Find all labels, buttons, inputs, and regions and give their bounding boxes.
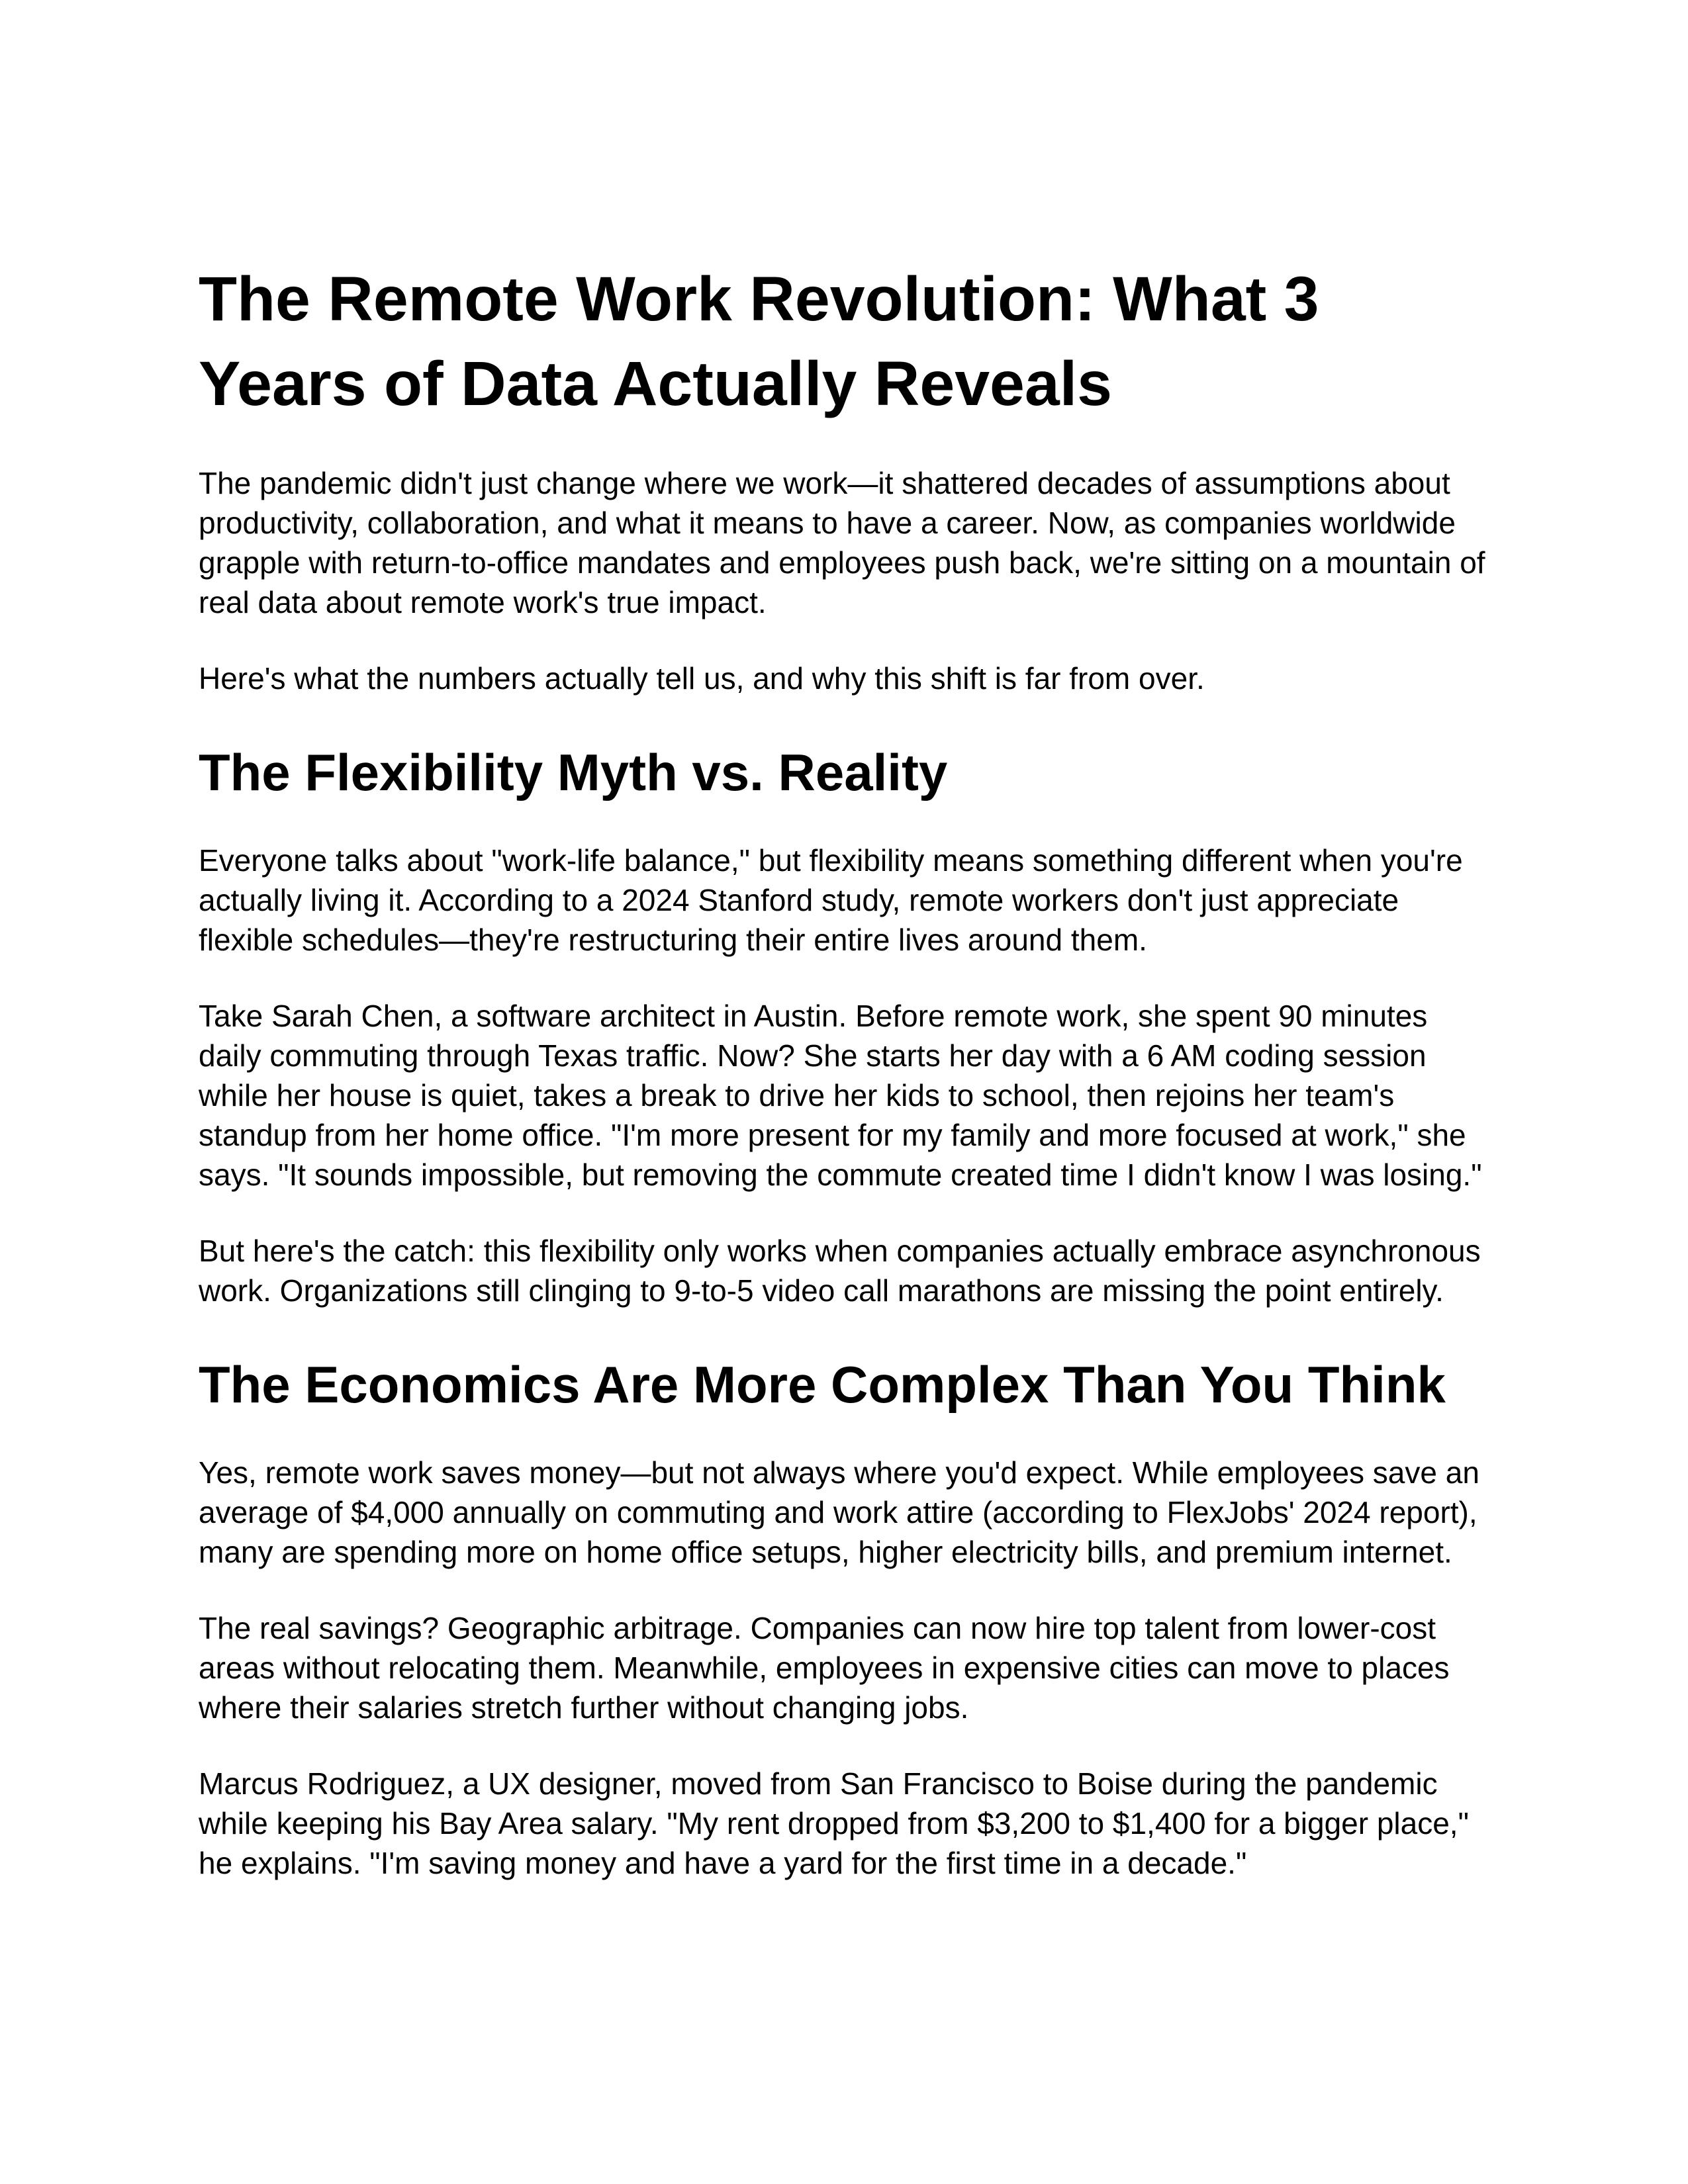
flexibility-paragraph-1: Everyone talks about "work-life balance," but flexibility means something different when you're actually living it. According to a 2024 Stanford study, remote workers don't just appreciate flexible schedules—they're restructuring their entire lives around them. [199, 843, 1463, 957]
flexibility-paragraph-2: Take Sarah Chen, a software architect in Austin. Before remote work, she spent 90 minutes daily commuting through Texas traffic. Now? She starts her day with a 6 AM coding session while her house is quiet, takes a break to drive her kids to school, then rejoins her team's standup from her home office. "I'm more present for my family and more focused at work," she says. "It sounds impossible, but removing the commute created time I didn't know I was losing." [199, 999, 1482, 1192]
intro-paragraph-2: Here's what the numbers actually tell us, and why this shift is far from over. [199, 661, 1205, 696]
section-heading-economics: The Economics Are More Complex Than You Think [199, 1355, 1446, 1414]
intro-paragraph-1: The pandemic didn't just change where we work—it shattered decades of assumptions about productivity, collaboration, and what it means to have a career. Now, as companies worldwide grapple with return-to-office mandates and employees push back, we're sitting on a mountain of real data about remote work's true impact. [199, 466, 1485, 619]
economics-paragraph-3: Marcus Rodriguez, a UX designer, moved from San Francisco to Boise during the pandemic while keeping his Bay Area salary. "My rent dropped from $3,200 to $1,400 for a bigger place," he explains. "I'm saving money and have a yard for the first time in a decade." [199, 1766, 1469, 1880]
flexibility-paragraph-3: But here's the catch: this flexibility only works when companies actually embrace asynchronous work. Organizations still clinging to 9-to-5 video call marathons are missing the point entirely. [199, 1234, 1481, 1308]
section-heading-flexibility-myth: The Flexibility Myth vs. Reality [199, 743, 948, 801]
economics-paragraph-1: Yes, remote work saves money—but not always where you'd expect. While employees save an average of $4,000 annually on commuting and work attire (according to FlexJobs' 2024 report), many are spending more on home office setups, higher electricity bills, and premium internet. [199, 1455, 1479, 1569]
economics-paragraph-2: The real savings? Geographic arbitrage. Companies can now hire top talent from lower-cost areas without relocating them. Meanwhile, employees in expensive cities can move to places where their salaries stretch further without changing jobs. [199, 1611, 1450, 1725]
document-title: The Remote Work Revolution: What 3 Years of Data Actually Reveals [199, 264, 1319, 419]
